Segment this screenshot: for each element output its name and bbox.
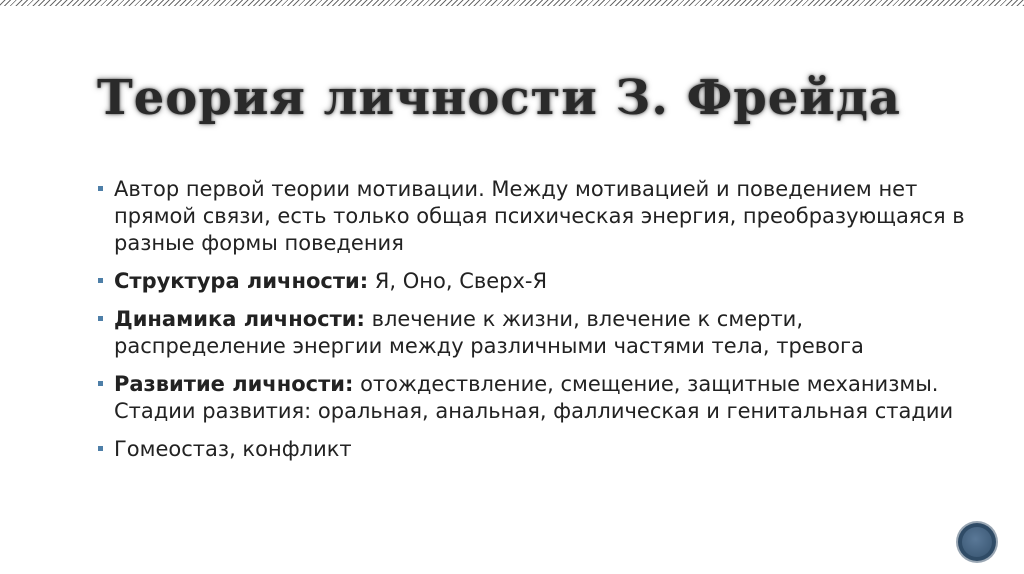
list-item-text: Я, Оно, Сверх-Я (368, 269, 548, 293)
list-item (98, 306, 978, 360)
list-item-text: отождествление, смещение, защитные механизмы. Стадии развития: оральная, анальная, фаллическая и генитальная стадии (114, 372, 954, 423)
slide-number-badge-icon (958, 523, 996, 561)
list-item (98, 436, 978, 463)
square-bullet-icon (98, 446, 103, 451)
list-item-text: Гомеостаз, конфликт (114, 437, 352, 461)
list-item (98, 371, 978, 425)
content-list (98, 176, 978, 474)
square-bullet-icon (98, 186, 103, 191)
slide-number-badge-inner (962, 527, 992, 557)
list-item-text: влечение к жизни, влечение к смерти, распределение энергии между различными частями тела, тревога (114, 307, 864, 358)
list-item-term: Структура личности: (114, 269, 369, 293)
list-item-term: Развитие личности: (114, 372, 354, 396)
list-item-text: Автор первой теории мотивации. Между мотивацией и поведением нет прямой связи, есть только общая психическая энергия, преобразующаяся в разные формы поведения (114, 177, 965, 255)
top-decorative-stripe (0, 0, 1024, 6)
list-item-term: Динамика личности: (114, 307, 365, 331)
list-item (98, 268, 978, 295)
square-bullet-icon (98, 381, 103, 386)
square-bullet-icon (98, 278, 103, 283)
square-bullet-icon (98, 316, 103, 321)
list-item (98, 176, 978, 257)
slide-title: Теория личности З. Фрейда (97, 70, 901, 126)
